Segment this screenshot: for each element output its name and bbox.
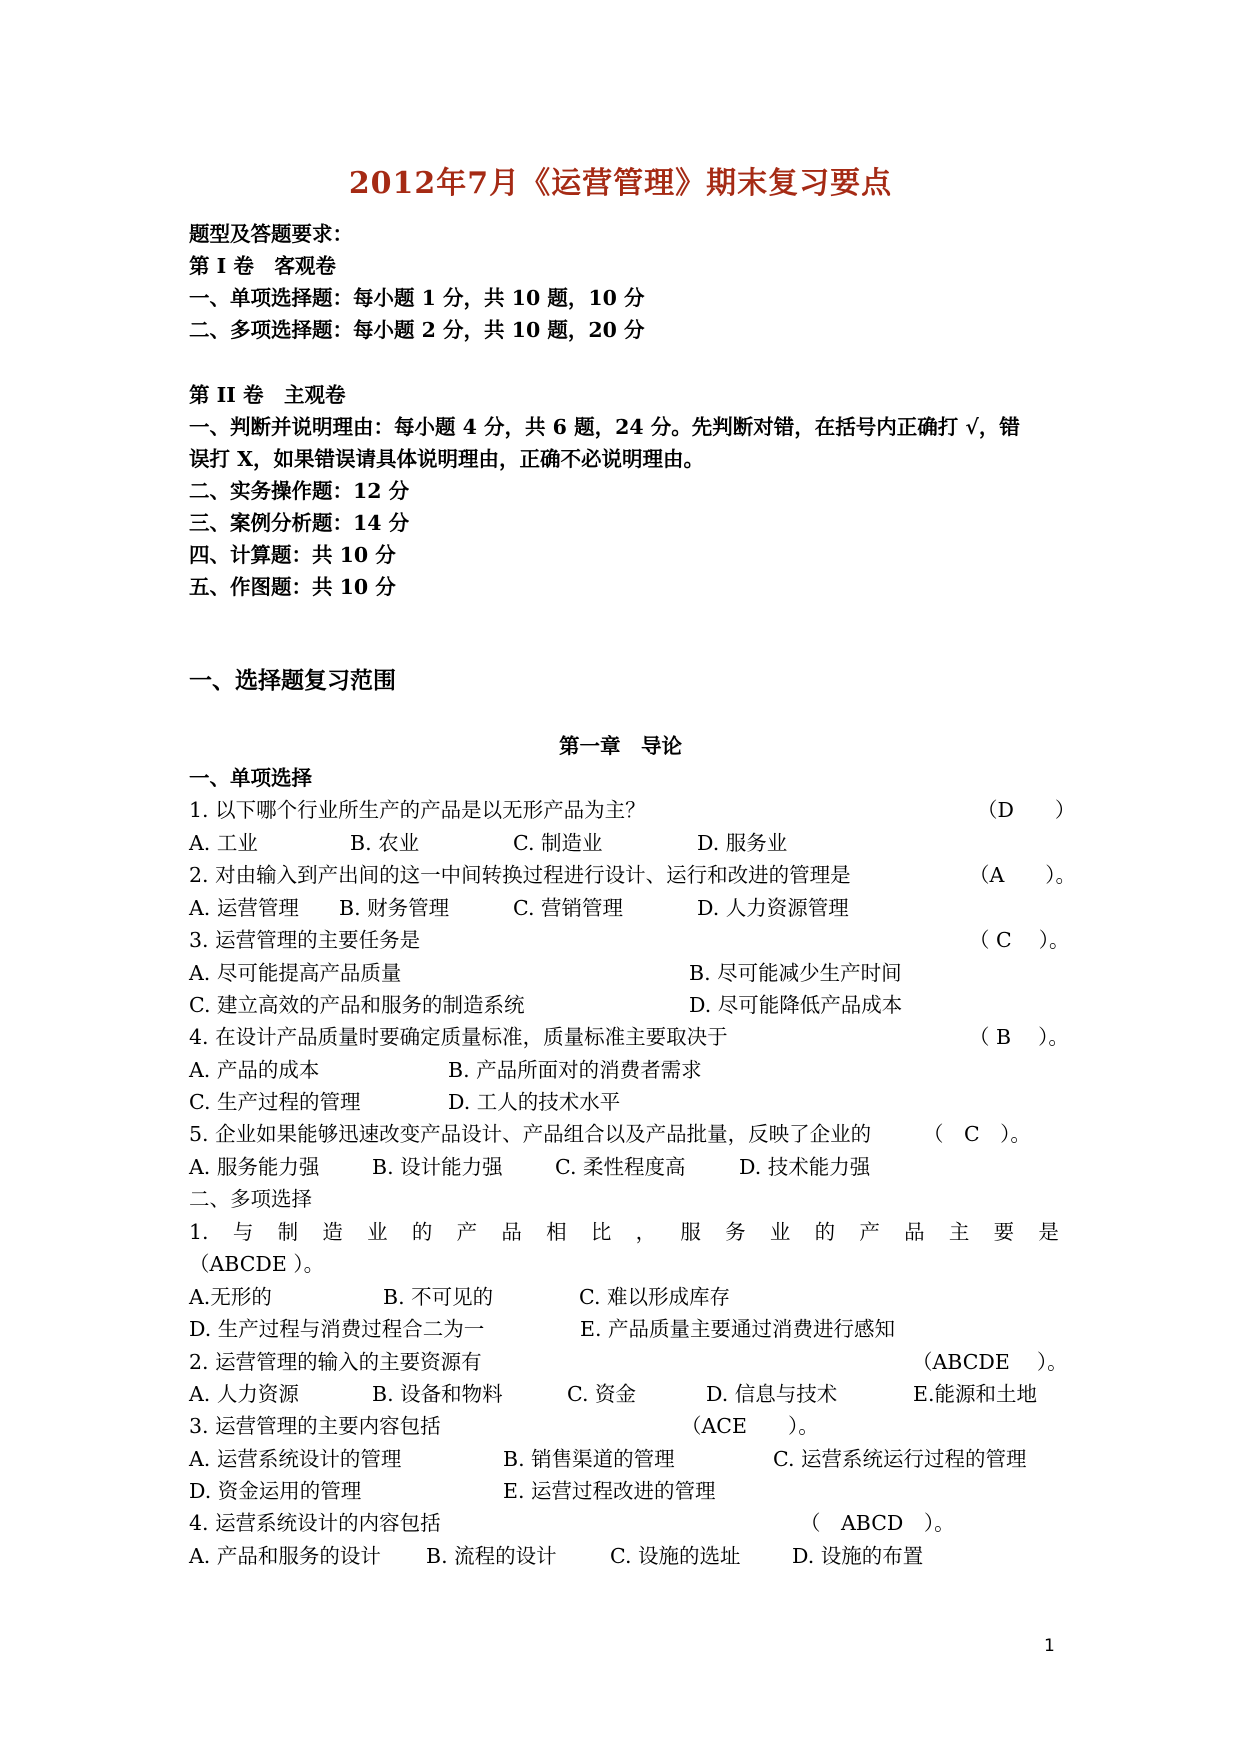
chapter-heading: 第一章 导论	[559, 734, 682, 758]
question-char: 服	[680, 1220, 701, 1244]
question-char: 产	[456, 1220, 478, 1244]
answer: （ ABCD ）。	[800, 1511, 955, 1535]
option: D. 生产过程与消费过程合二为一	[189, 1317, 485, 1341]
option: D. 工人的技术水平	[448, 1090, 621, 1114]
question-char: 主	[948, 1220, 970, 1244]
answer: （ABCDE ）。	[189, 1252, 325, 1276]
page-number: 1	[1044, 1636, 1055, 1656]
option: D. 信息与技术	[706, 1382, 838, 1406]
option: A. 尽可能提高产品质量	[189, 961, 402, 985]
vol2-item: 二、实务操作题：12 分	[189, 479, 410, 503]
vol2-item-cont: 误打 X，如果错误请具体说明理由，正确不必说明理由。	[189, 447, 705, 471]
answer: （ACE ）。	[681, 1414, 819, 1438]
vol1-heading: 第 I 卷 客观卷	[189, 254, 336, 278]
option: B. 尽可能减少生产时间	[689, 961, 902, 985]
question-char: 的	[814, 1220, 836, 1244]
vol1-item: 一、单项选择题：每小题 1 分，共 10 题，10 分	[189, 286, 645, 310]
answer: （D ）	[977, 798, 1076, 822]
question-text	[189, 1219, 1059, 1245]
question-char: 制	[277, 1220, 299, 1244]
document-title: 2012年7月《运营管理》期末复习要点	[348, 166, 893, 201]
vol2-item: 三、案例分析题：14 分	[189, 511, 410, 535]
option: E. 运营过程改进的管理	[503, 1479, 716, 1503]
answer: （ B ）。	[969, 1025, 1069, 1049]
question-text: 3. 运营管理的主要内容包括	[189, 1414, 441, 1438]
question-char: 相	[546, 1220, 567, 1244]
option: B. 设计能力强	[372, 1155, 503, 1179]
option: C. 难以形成库存	[579, 1285, 730, 1309]
option: A.无形的	[189, 1285, 272, 1309]
option: D. 人力资源管理	[697, 896, 849, 920]
option: C. 设施的选址	[610, 1544, 741, 1568]
vol2-heading: 第 II 卷 主观卷	[189, 383, 346, 407]
question-text: 1. 以下哪个行业所生产的产品是以无形产品为主？	[189, 798, 646, 822]
option: B. 农业	[350, 831, 420, 855]
vol2-item: 四、计算题：共 10 分	[189, 543, 396, 567]
option: E.能源和土地	[913, 1382, 1037, 1406]
answer: （ABCDE ）。	[912, 1350, 1068, 1374]
option: C. 营销管理	[513, 896, 623, 920]
vol2-item: 一、判断并说明理由：每小题 4 分，共 6 题，24 分。先判断对错，在括号内正确打 √，错	[189, 415, 1020, 439]
option: C. 运营系统运行过程的管理	[773, 1447, 1027, 1471]
option: A. 人力资源	[189, 1382, 299, 1406]
question-text: 2. 运营管理的输入的主要资源有	[189, 1350, 482, 1374]
answer: （ C ）。	[923, 1122, 1031, 1146]
question-char: 1.	[189, 1220, 209, 1244]
option: A. 产品和服务的设计	[189, 1544, 381, 1568]
question-text: 4. 在设计产品质量时要确定质量标准，质量标准主要取决于	[189, 1025, 728, 1049]
option: D. 设施的布置	[792, 1544, 924, 1568]
question-char: 造	[322, 1220, 343, 1244]
option: E. 产品质量主要通过消费进行感知	[580, 1317, 895, 1341]
question-text: 5. 企业如果能够迅速改变产品设计、产品组合以及产品批量，反映了企业的	[189, 1122, 872, 1146]
question-text: 4. 运营系统设计的内容包括	[189, 1511, 441, 1535]
question-char: 是	[1038, 1220, 1059, 1244]
option: B. 设备和物料	[372, 1382, 503, 1406]
intro-heading: 题型及答题要求：	[189, 222, 353, 246]
vol1-item: 二、多项选择题：每小题 2 分，共 10 题，20 分	[189, 318, 645, 342]
question-char: 务	[725, 1220, 746, 1244]
question-char: ，	[635, 1220, 657, 1244]
option: A. 产品的成本	[189, 1058, 320, 1082]
option: C. 建立高效的产品和服务的制造系统	[189, 993, 525, 1017]
option: D. 尽可能降低产品成本	[689, 993, 903, 1017]
question-char: 业	[367, 1220, 388, 1244]
question-char: 比	[590, 1220, 612, 1244]
question-text: 2. 对由输入到产出间的这一中间转换过程进行设计、运行和改进的管理是	[189, 863, 851, 887]
answer: （A ）。	[969, 863, 1077, 887]
question-char: 业	[769, 1220, 791, 1244]
question-char: 要	[993, 1220, 1015, 1244]
question-char: 产	[859, 1220, 880, 1244]
multi-choice-heading: 二、多项选择	[189, 1187, 312, 1211]
option: D. 服务业	[697, 831, 788, 855]
option: A. 工业	[189, 831, 258, 855]
option: C. 柔性程度高	[555, 1155, 686, 1179]
question-char: 品	[904, 1220, 925, 1244]
option: B. 产品所面对的消费者需求	[448, 1058, 702, 1082]
question-text: 3. 运营管理的主要任务是	[189, 928, 421, 952]
single-choice-heading: 一、单项选择	[189, 766, 312, 790]
option: C. 制造业	[513, 831, 603, 855]
question-char: 的	[411, 1220, 433, 1244]
option: B. 流程的设计	[426, 1544, 557, 1568]
option: D. 资金运用的管理	[189, 1479, 362, 1503]
option: C. 资金	[567, 1382, 636, 1406]
answer: （ C ）。	[969, 928, 1070, 952]
option: B. 财务管理	[339, 896, 450, 920]
option: D. 技术能力强	[739, 1155, 871, 1179]
vol2-item: 五、作图题：共 10 分	[189, 575, 396, 599]
option: B. 销售渠道的管理	[503, 1447, 675, 1471]
option: A. 运营系统设计的管理	[189, 1447, 402, 1471]
option: A. 运营管理	[189, 896, 299, 920]
question-char: 与	[232, 1220, 254, 1244]
section-heading: 一、选择题复习范围	[189, 667, 396, 694]
question-char: 品	[501, 1220, 522, 1244]
option: A. 服务能力强	[189, 1155, 320, 1179]
option: B. 不可见的	[383, 1285, 494, 1309]
option: C. 生产过程的管理	[189, 1090, 361, 1114]
